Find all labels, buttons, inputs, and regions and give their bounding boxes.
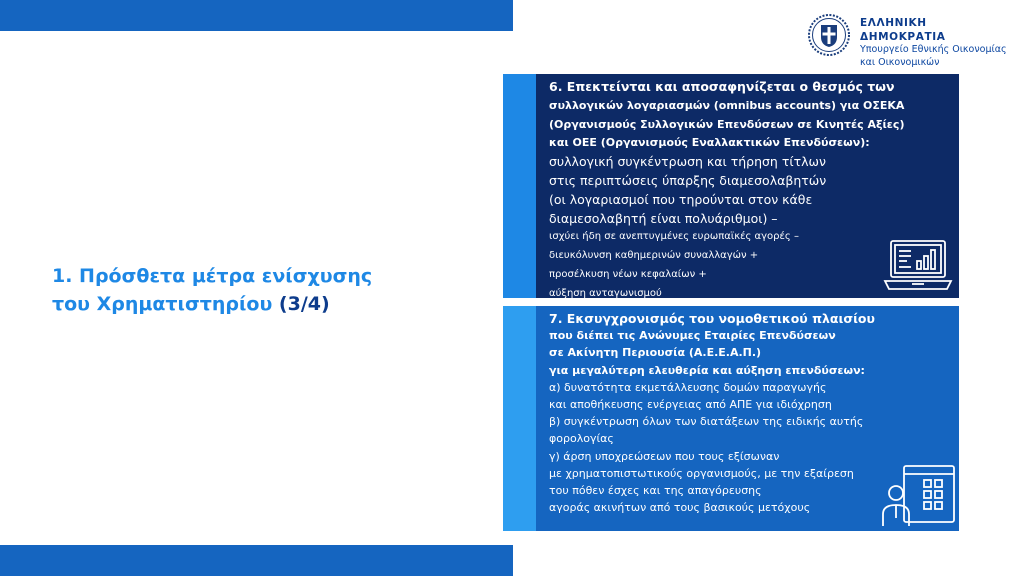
greek-coat-of-arms-icon xyxy=(807,13,851,57)
text-line: (Οργανισμούς Συλλογικών Επενδύσεων σε Κινητές Αξίες) xyxy=(549,117,905,131)
bottom-accent-bar xyxy=(0,545,513,576)
laptop-dashboard-icon xyxy=(883,237,953,295)
slide-title-line2: του Χρηματιστηρίου xyxy=(52,293,273,315)
box-accent-strip xyxy=(503,306,536,531)
person-with-buildings-icon xyxy=(880,463,958,529)
text-line: 7. Εκσυγχρονισμός του νομοθετικού πλαισίου xyxy=(549,311,875,326)
top-accent-bar xyxy=(0,0,513,31)
text-line: για μεγαλύτερη ελευθερία και αύξηση επενδύσεων: xyxy=(549,363,865,377)
text-line: φορολογίας xyxy=(549,432,614,446)
text-line: και αποθήκευσης ενέργειας από ΑΠΕ για ιδιόχρηση xyxy=(549,398,832,412)
ministry-logo xyxy=(807,13,1007,68)
text-line: αύξηση ανταγωνισμού xyxy=(549,287,662,299)
text-line: (οι λογαριασμοί που τηρούνται στον κάθε xyxy=(549,191,813,207)
text-line: συλλογικών λογαριασμών (omnibus accounts) για ΟΣΕΚΑ xyxy=(549,98,905,112)
logo-ministry-line1: Υπουργείο Εθνικής Οικονομίας xyxy=(860,44,1007,55)
slide-title-line1: 1. Πρόσθετα μέτρα ενίσχυσης xyxy=(52,265,373,287)
box-accent-strip xyxy=(503,74,536,298)
text-line: που διέπει τις Ανώνυμες Εταιρίες Επενδύσεων xyxy=(549,329,836,343)
text-line: προσέλκυση νέων κεφαλαίων + xyxy=(549,268,707,280)
text-line: β) συγκέντρωση όλων των διατάξεων της ειδικής αυτής xyxy=(549,415,864,429)
text-line: και ΟΕΕ (Οργανισμούς Εναλλακτικών Επενδύσεων): xyxy=(549,136,870,150)
text-line: με χρηματοπιστωτικούς οργανισμούς, με την εξαίρεση xyxy=(549,466,854,480)
text-line: του πόθεν έσχες και της απαγόρευσης xyxy=(549,484,762,498)
text-line: διευκόλυνση καθημερινών συναλλαγών + xyxy=(549,250,759,262)
slide-title-page-indicator: (3/4) xyxy=(272,293,330,315)
slide-title xyxy=(52,262,472,318)
text-line: διαμεσολαβητή είναι πολυάριθμοι) – xyxy=(549,210,778,226)
text-line: στις περιπτώσεις ύπαρξης διαμεσολαβητών xyxy=(549,172,827,188)
logo-title: ΕΛΛΗΝΙΚΗ ΔΗΜΟΚΡΑΤΙΑ xyxy=(860,17,946,43)
text-line: σε Ακίνητη Περιουσία (Α.Ε.Ε.Α.Π.) xyxy=(549,346,762,360)
text-line: ισχύει ήδη σε ανεπτυγμένες ευρωπαϊκές αγορές – xyxy=(549,231,799,243)
text-line: γ) άρση υποχρεώσεων που τους εξίσωναν xyxy=(549,449,780,463)
text-line: α) δυνατότητα εκμετάλλευσης δομών παραγωγής xyxy=(549,380,827,394)
logo-ministry-line2: και Οικονομικών xyxy=(860,56,940,68)
text-line: 6. Επεκτείνται και αποσαφηνίζεται ο θεσμός των xyxy=(549,79,895,94)
text-line: συλλογική συγκέντρωση και τήρηση τίτλων xyxy=(549,154,826,170)
text-line: αγοράς ακινήτων από τους βασικούς μετόχους xyxy=(549,501,811,515)
